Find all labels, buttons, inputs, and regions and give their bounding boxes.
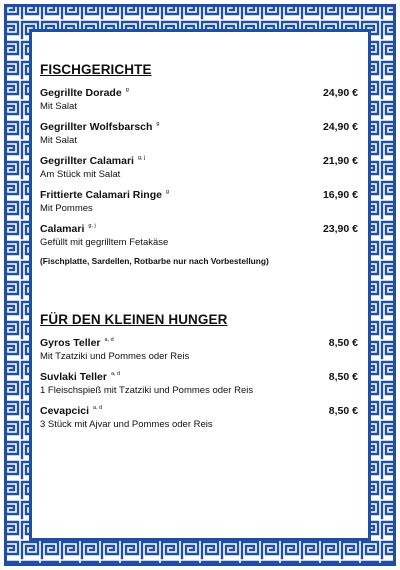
item-price: 21,90 € [322,155,358,167]
section-title: FÜR DEN KLEINEN HUNGER [40,312,228,327]
allergen-codes: a, d [104,337,114,343]
allergen-codes: g, j [88,223,96,229]
item-description: 1 Fleischspieß mit Tzatziki und Pommes oder Reis [40,385,254,396]
item-name: Gegrillte Dorade $^g$ [40,87,129,99]
section-title: FISCHGERICHTE [40,62,152,77]
menu-item [40,337,358,362]
item-price: 24,90 € [322,121,358,133]
item-name: Cevapcici $^{a, d}$ [40,405,103,417]
item-price: 8,50 € [328,371,358,383]
item-description: Am Stück mit Salat [40,169,121,180]
item-name: Frittierte Calamari Ringe $^g$ [40,189,170,201]
menu-item [40,155,358,180]
allergen-codes: a, d [110,371,121,377]
item-description: Mit Tzatziki und Pommes oder Reis [40,351,190,362]
allergen-codes: g [125,87,129,93]
menu-item [40,189,358,214]
item-price: 8,50 € [328,337,358,349]
item-name: Suvlaki Teller $^{a, d}$ [40,371,121,383]
item-description: Mit Salat [40,101,77,112]
menu-item [40,223,358,248]
item-description: 3 Stück mit Ajvar und Pommes oder Reis [40,419,213,430]
item-name: Calamari $^{g, j}$ [40,223,96,235]
item-price: 23,90 € [322,223,358,235]
menu-content [40,62,358,439]
menu-item [40,87,358,112]
item-description: Mit Pommes [40,203,93,214]
item-name: Gegrillter Calamari $^{g, j}$ [40,155,146,167]
item-description: Gefüllt mit gegrilltem Fetakäse [40,237,169,248]
menu-item [40,121,358,146]
item-price: 8,50 € [328,405,358,417]
item-price: 16,90 € [322,189,358,201]
item-name: Gyros Teller $^{a, d}$ [40,337,114,349]
section-kleiner-hunger [40,312,358,430]
menu-item [40,405,358,430]
section-fischgerichte [40,62,358,266]
allergen-codes: g, j [137,155,146,161]
allergen-codes: g [156,121,160,127]
menu-item [40,371,358,396]
item-price: 24,90 € [322,87,358,99]
item-name: Gegrillter Wolfsbarsch $^g$ [40,121,160,133]
allergen-codes: a, d [93,405,103,411]
item-description: Mit Salat [40,135,77,146]
preorder-note: (Fischplatte, Sardellen, Rotbarbe nur nach Vorbestellung) [40,256,269,266]
allergen-codes: g [165,189,170,195]
